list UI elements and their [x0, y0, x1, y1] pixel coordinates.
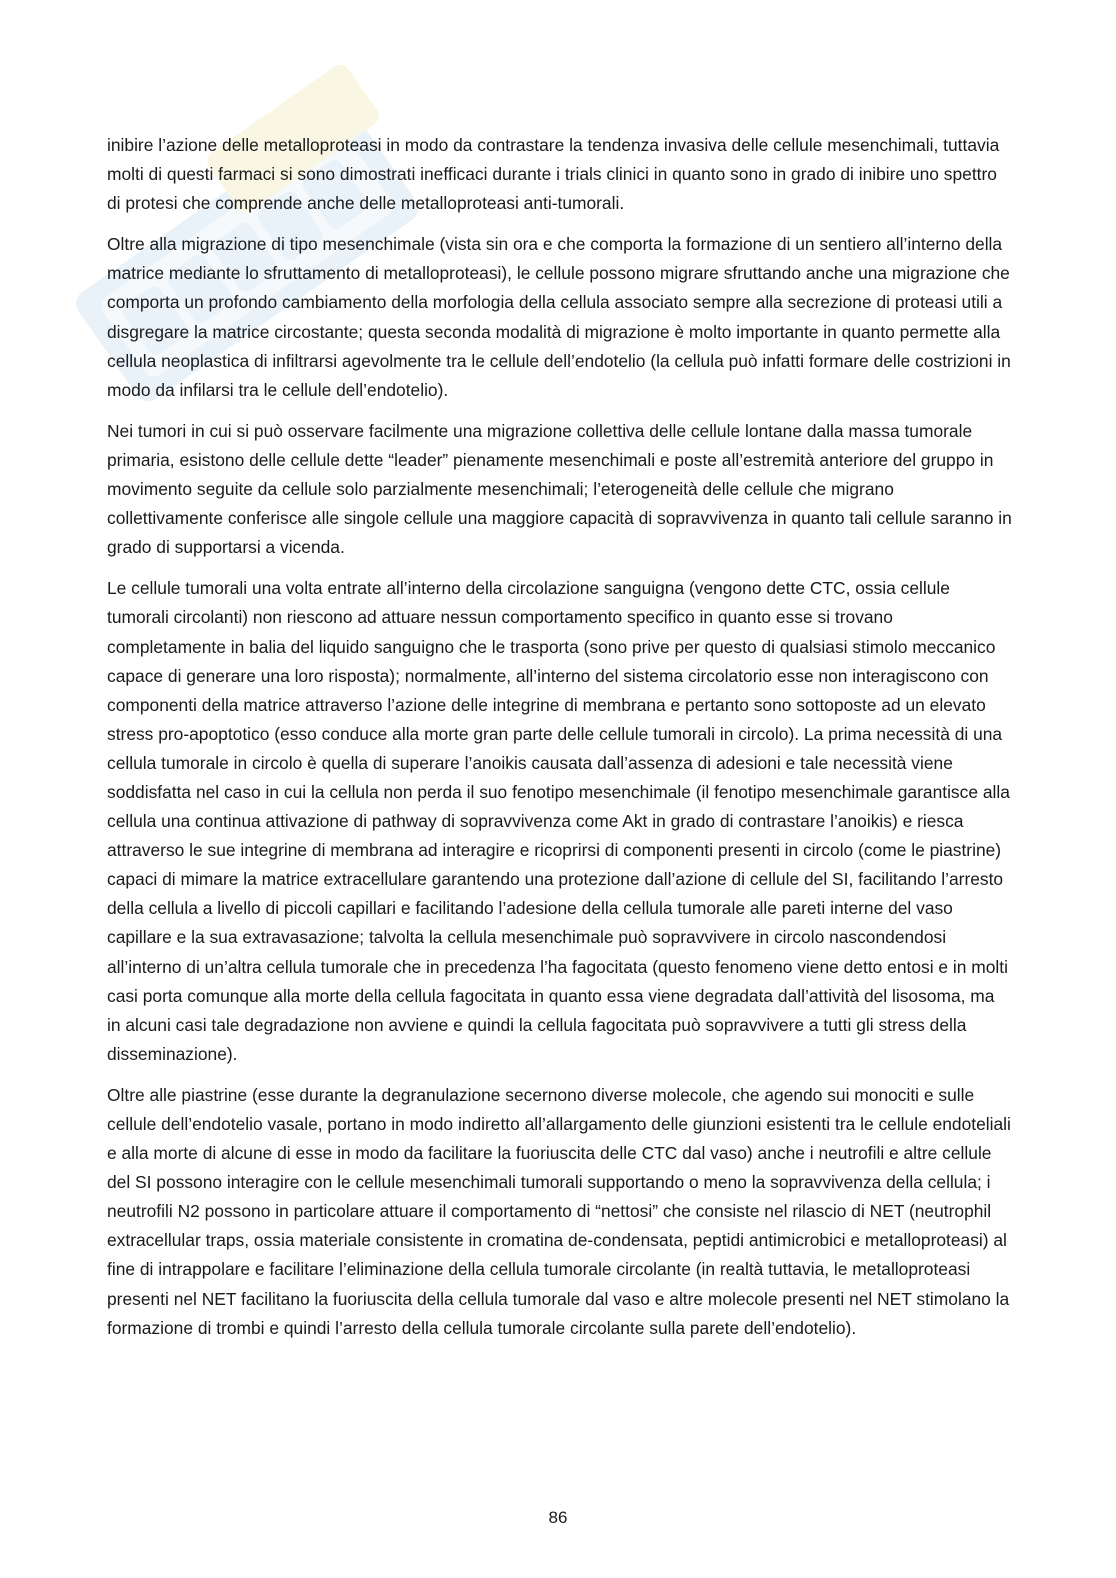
paragraph: Nei tumori in cui si può osservare facilmente una migrazione collettiva delle cellule lontane dalla massa tumorale primaria, esistono delle cellule dette “leader” pienamente mesenchimali e poste all’estremità anteriore del gruppo in movimento seguite da cellule solo parzialmente mesenchimali; l’eterogeneità delle cellule che migrano collettivamente conferisce alle singole cellule una maggiore capacità di sopravvivenza in quanto tali cellule saranno in grado di supportarsi a vicenda.: [107, 420, 1012, 558]
paragraph: inibire l’azione delle metalloproteasi in modo da contrastare la tendenza invasiva delle cellule mesenchimali, tuttavia molti di questi farmaci si sono dimostrati inefficaci durante i trials clinici in quanto sono in grado di inibire uno spettro di protesi che comprende anche delle metalloproteasi anti-tumorali.: [107, 135, 1000, 214]
paragraph: Oltre alla migrazione di tipo mesenchimale (vista sin ora e che comporta la formazione di un sentiero all’interno della matrice mediante lo sfruttamento di metalloproteasi), le cellule possono migrare sfruttando anche una migrazione che comporta un profondo cambiamento della morfologia della cellula associato sempre alla secrezione di proteasi utili a disgregare la matrice circostante; questa seconda modalità di migrazione è molto importante in quanto permette alla cellula neoplastica di infiltrarsi agevolmente tra le cellule dell’endotelio (la cellula può infatti formare delle costrizioni in modo da infilarsi tra le cellule dell’endotelio).: [107, 234, 1011, 400]
paragraph: Oltre alle piastrine (esse durante la degranulazione secernono diverse molecole, che agendo sui monociti e sulle cellule dell’endotelio vasale, portano in modo indiretto all’allargamento delle giunzioni esistenti tra le cellule endoteliali e alla morte di alcune di esse in modo da facilitare la fuoriuscita delle CTC dal vaso) anche i neutrofili e altre cellule del SI possono interagire con le cellule mesenchimali tumorali supportando o meno la sopravvivenza della cellula; i neutrofili N2 possono in particolare attuare il comportamento di “nettosi” che consiste nel rilascio di NET (neutrophil extracellular traps, ossia materiale consistente in cromatina de-condensata, peptidi antimicrobici e metalloproteasi) al fine di intrappolare e facilitare l’eliminazione della cellula tumorale circolante (in realtà tuttavia, le metalloproteasi presenti nel NET facilitano la fuoriuscita della cellula tumorale dal vaso e altre molecole presenti nel NET stimolano la formazione di trombi e quindi l’arresto della cellula tumorale circolante sulla parete dell’endotelio).: [107, 1084, 1011, 1338]
page-number: 86: [548, 1508, 568, 1527]
paragraph: Le cellule tumorali una volta entrate all’interno della circolazione sanguigna (vengono dette CTC, ossia cellule tumorali circolanti) non riescono ad attuare nessun comportamento specifico in quanto esse si trovano completamente in balia del liquido sanguigno che le trasporta (sono prive per questo di qualsiasi stimolo meccanico capace di generare una loro risposta); normalmente, all’interno del sistema circolatorio esse non interagiscono con componenti della matrice attraverso l’azione delle integrine di membrana e pertanto sono sottoposte ad un elevato stress pro-apoptotico (esso conduce alla morte gran parte delle cellule tumorali in circolo). La prima necessità di una cellula tumorale in circolo è quella di superare l’anoikis causata dall’assenza di adesioni e tale necessità viene soddisfatta nel caso in cui la cellula non perda il suo fenotipo mesenchimale (il fenotipo mesenchimale garantisce alla cellula una continua attivazione di pathway di sopravvivenza come Akt in grado di contrastare l’anoikis) e riesca attraverso le sue integrine di membrana ad interagire e ricoprirsi di componenti presenti in circolo (come le piastrine) capaci di mimare la matrice extracellulare garantendo una protezione dall’azione di cellule del SI, facilitando l’arresto della cellula a livello di piccoli capillari e facilitando l’adesione della cellula tumorale alle pareti interne del vaso capillare e la sua extravasazione; talvolta la cellula mesenchimale può sopravvivere in circolo nascondendosi all’interno di un’altra cellula tumorale che in precedenza l’ha fagocitata (questo fenomeno viene detto entosi e in molti casi porta comunque alla morte della cellula fagocitata in quanto essa viene degradata dall’attività del lisosoma, ma in alcuni casi tale degradazione non avviene e quindi la cellula fagocitata può sopravvivere a tutti gli stress della disseminazione).: [107, 578, 1010, 1064]
document-body: [107, 131, 1012, 1355]
